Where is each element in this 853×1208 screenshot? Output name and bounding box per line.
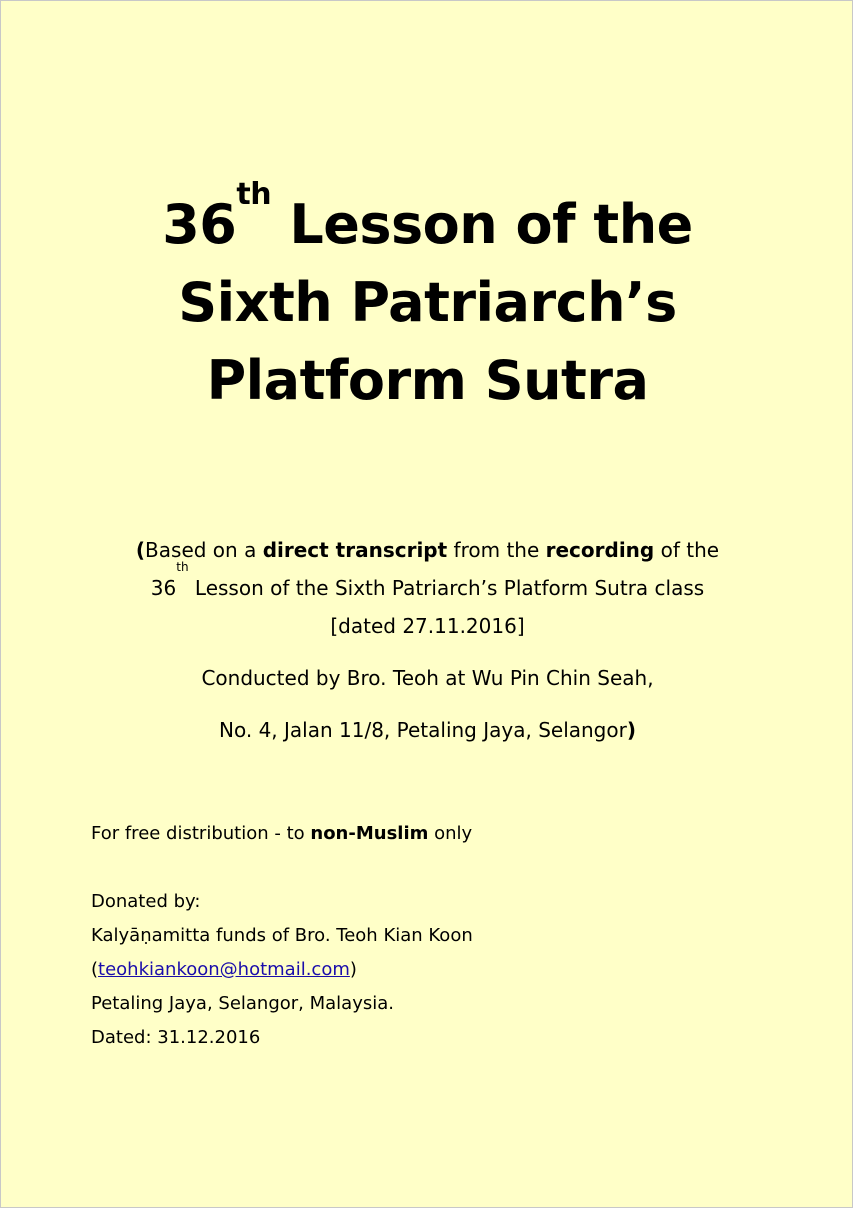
distribution-text: For free distribution - to xyxy=(91,823,311,844)
lesson-number: 36 xyxy=(150,576,177,600)
subtitle-dated: [dated 27.11.2016] xyxy=(330,614,525,638)
open-paren: ( xyxy=(135,538,146,562)
distribution-note xyxy=(91,817,473,851)
donor-funds: Kalyāṇamitta funds of Bro. Teoh Kian Koon xyxy=(91,925,473,946)
close-paren: ) xyxy=(626,718,636,742)
recording-text: recording xyxy=(545,538,655,562)
subtitle-block xyxy=(91,531,764,749)
title-ordinal-suffix: th xyxy=(236,177,272,212)
subtitle-text: from the xyxy=(447,538,546,562)
dated-value: 31.12.2016 xyxy=(151,1027,261,1048)
spacer xyxy=(91,851,473,885)
location-line: Petaling Jaya, Selangor, Malaysia. xyxy=(91,993,394,1014)
title-lesson-number: 36 xyxy=(162,193,237,256)
subtitle-text: Lesson of the Sixth Patriarch’s Platform Sutra class xyxy=(188,576,705,600)
title-line-1-rest: Lesson of the xyxy=(271,193,693,256)
email-link[interactable]: teohkiankoon@hotmail.com xyxy=(98,959,350,980)
page-title xyxy=(1,177,853,420)
distribution-text: only xyxy=(428,823,473,844)
paren: ) xyxy=(349,959,357,980)
subtitle-text: Based on a xyxy=(145,538,263,562)
dated-label: Dated: xyxy=(91,1027,152,1048)
footer-block xyxy=(91,817,473,1055)
title-line-3: Platform Sutra xyxy=(206,349,649,412)
spacer xyxy=(91,697,764,711)
donated-by-label: Donated by: xyxy=(91,891,201,912)
title-line-2: Sixth Patriarch’s xyxy=(178,271,677,334)
dated-line xyxy=(91,1021,473,1055)
subtitle-line-1 xyxy=(91,531,764,569)
subtitle-address-line xyxy=(91,711,764,749)
subtitle-conducted: Conducted by Bro. Teoh at Wu Pin Chin Seah, xyxy=(201,666,654,690)
email-line xyxy=(91,953,473,987)
spacer xyxy=(91,645,764,659)
direct-transcript-text: direct transcript xyxy=(262,538,448,562)
paren: ( xyxy=(91,959,99,980)
title-line-1 xyxy=(1,177,853,264)
subtitle-text: of the xyxy=(654,538,720,562)
subtitle-address: No. 4, Jalan 11/8, Petaling Jaya, Selangor xyxy=(219,718,627,742)
non-muslim-text: non-Muslim xyxy=(310,823,429,844)
subtitle-line-2 xyxy=(91,560,764,607)
lesson-ordinal-suffix: th xyxy=(176,560,189,574)
